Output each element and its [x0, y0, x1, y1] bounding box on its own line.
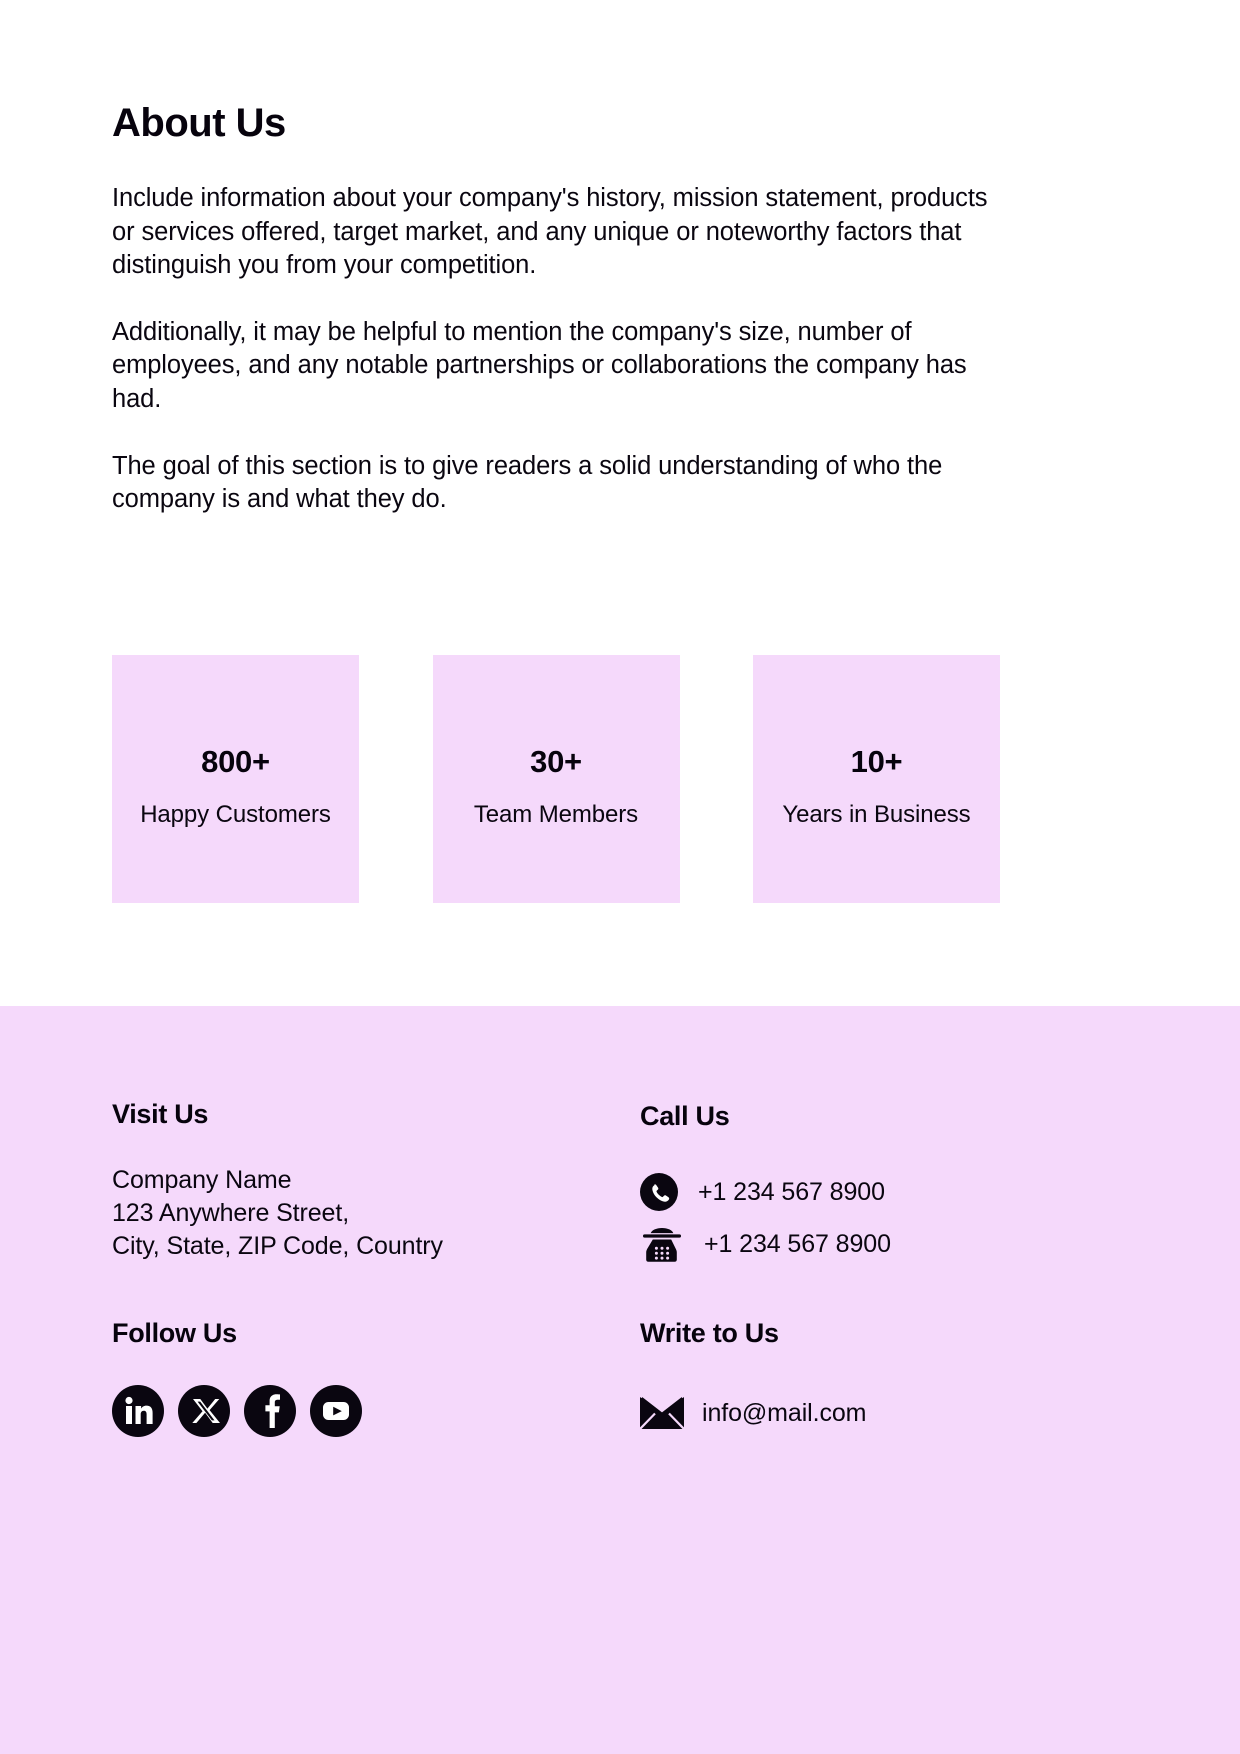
call-us-block	[640, 1101, 891, 1264]
x-twitter-icon	[178, 1385, 230, 1437]
phone-number: +1 234 567 8900	[704, 1229, 891, 1258]
visit-us-block	[112, 1099, 443, 1263]
write-to-us-heading: Write to Us	[640, 1318, 779, 1348]
about-paragraph-2: Additionally, it may be helpful to mention the company's size, number of employees, and any notable partnerships or collaborations the company has had.	[112, 317, 967, 413]
follow-us-block	[112, 1318, 362, 1437]
follow-us-heading: Follow Us	[112, 1318, 237, 1348]
stat-label: Years in Business	[782, 800, 971, 828]
social-link-x-twitter[interactable]	[178, 1385, 230, 1437]
about-body	[112, 182, 1012, 517]
email-row[interactable]	[640, 1397, 866, 1429]
youtube-icon	[310, 1385, 362, 1437]
social-link-youtube[interactable]	[310, 1385, 362, 1437]
phone-row-landline[interactable]	[640, 1224, 891, 1264]
envelope-icon	[640, 1397, 684, 1429]
stat-card-team-members	[433, 655, 680, 903]
phone-list	[640, 1172, 891, 1264]
about-paragraph-3: The goal of this section is to give readers a solid understanding of who the company is and what they do.	[112, 451, 943, 514]
call-us-heading: Call Us	[640, 1101, 730, 1131]
stat-label: Team Members	[473, 800, 639, 828]
stat-label: Happy Customers	[140, 800, 331, 828]
about-paragraph-1: Include information about your company's history, mission statement, products or services offered, target market, and any unique or noteworthy factors that distinguish you from your competition.	[112, 184, 988, 280]
phone-circle-icon	[640, 1173, 678, 1211]
facebook-icon	[244, 1385, 296, 1437]
address-line-3: City, State, ZIP Code, Country	[112, 1232, 443, 1260]
social-link-linkedin[interactable]	[112, 1385, 164, 1437]
stat-value: 800+	[201, 743, 270, 779]
stat-card-happy-customers	[112, 655, 359, 903]
email-address: info@mail.com	[702, 1398, 867, 1427]
stat-card-years-in-business	[753, 655, 1000, 903]
address-line-2: 123 Anywhere Street,	[112, 1199, 350, 1227]
linkedin-icon	[112, 1385, 164, 1437]
stat-value: 10+	[850, 743, 903, 779]
social-link-facebook[interactable]	[244, 1385, 296, 1437]
phone-number: +1 234 567 8900	[698, 1177, 885, 1206]
write-to-us-block	[640, 1318, 866, 1429]
address-line-1: Company Name	[112, 1166, 292, 1194]
telephone-icon	[640, 1226, 684, 1262]
stats-row	[112, 655, 1000, 903]
phone-row-mobile[interactable]	[640, 1172, 891, 1212]
visit-us-heading: Visit Us	[112, 1099, 209, 1129]
page-title: About Us	[112, 101, 286, 145]
social-links	[112, 1385, 362, 1437]
footer	[0, 1006, 1240, 1754]
address-block	[112, 1164, 443, 1263]
stat-value: 30+	[530, 743, 582, 779]
